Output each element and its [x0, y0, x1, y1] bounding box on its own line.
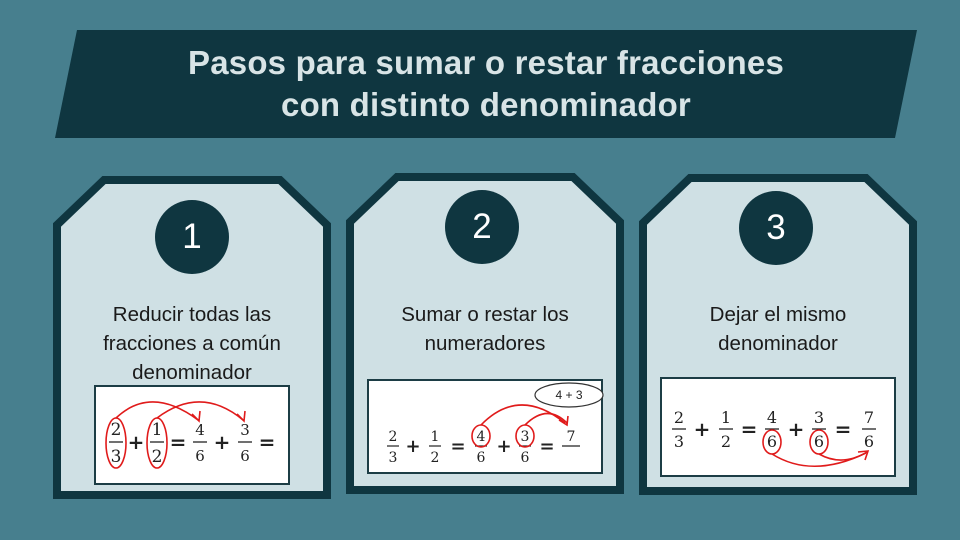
numerator: 2 [673, 408, 685, 427]
numerator: 3 [813, 408, 825, 427]
plus-sign: + [405, 436, 421, 457]
step-card-3 [638, 173, 918, 498]
arrow-head [237, 411, 245, 421]
arrow-curve [819, 452, 867, 460]
denominator: 3 [388, 450, 398, 466]
bubble-text: 4 + 3 [555, 388, 583, 402]
math-svg-3 [662, 379, 898, 479]
equals-sign: = [450, 436, 466, 457]
denominator: 6 [520, 450, 530, 466]
numerator: 3 [240, 421, 250, 439]
equals-sign: = [258, 430, 276, 454]
plus-sign: + [693, 417, 711, 441]
numerator: 1 [720, 408, 732, 427]
denominator: 6 [766, 432, 778, 451]
equals-sign: = [834, 417, 852, 441]
title-line-2: con distinto denominador [281, 86, 691, 123]
step-number-3: 3 [739, 191, 813, 265]
arrow-curve [772, 453, 866, 466]
denominator: 3 [110, 447, 122, 467]
denominator: 6 [813, 432, 825, 451]
denominator: 6 [195, 447, 205, 465]
title-banner [55, 30, 917, 138]
denominator: 6 [476, 450, 486, 466]
numerator: 2 [388, 429, 398, 445]
equals-sign: = [539, 436, 555, 457]
equals-sign: = [169, 430, 187, 454]
numerator: 4 [476, 429, 486, 445]
denominator: 6 [863, 432, 875, 451]
numerator: 7 [566, 429, 576, 445]
step-number-1: 1 [155, 200, 229, 274]
plus-sign: + [213, 430, 231, 454]
plus-sign: + [496, 436, 512, 457]
step-card-1 [52, 175, 332, 500]
step-3-line-1: Dejar el mismo [709, 303, 847, 326]
denominator: 2 [430, 450, 440, 466]
step-2-line-1: Sumar o restar los [401, 303, 569, 326]
equals-sign: = [740, 417, 758, 441]
step-card-2 [345, 172, 625, 497]
denominator: 2 [151, 447, 163, 467]
step-number-2: 2 [445, 190, 519, 264]
plus-sign: + [787, 417, 805, 441]
math-example-1 [94, 385, 290, 485]
numerator: 7 [863, 408, 875, 427]
title-line-1: Pasos para sumar o restar fracciones [188, 44, 784, 81]
numerator: 2 [110, 420, 122, 440]
denominator: 6 [240, 447, 250, 465]
numerator: 3 [520, 429, 530, 445]
numerator: 4 [195, 421, 205, 439]
math-example-3 [660, 377, 896, 477]
plus-sign: + [127, 430, 145, 454]
denominator: 2 [720, 432, 732, 451]
page-title [55, 30, 917, 138]
step-1-line-1: Reducir todas las [112, 303, 272, 326]
step-text-2 [355, 300, 615, 358]
step-2-line-2: numeradores [424, 332, 546, 355]
step-3-line-2: denominador [718, 332, 838, 355]
math-svg-1 [96, 387, 292, 487]
step-text-3 [648, 300, 908, 358]
step-1-line-2: fracciones a común [103, 332, 281, 355]
step-text-1 [62, 300, 322, 387]
step-1-line-3: denominador [132, 361, 252, 384]
denominator: 3 [673, 432, 685, 451]
numerator: 1 [430, 429, 440, 445]
numerator: 1 [151, 420, 163, 440]
sum-bubble [533, 381, 605, 411]
numerator: 4 [766, 408, 778, 427]
